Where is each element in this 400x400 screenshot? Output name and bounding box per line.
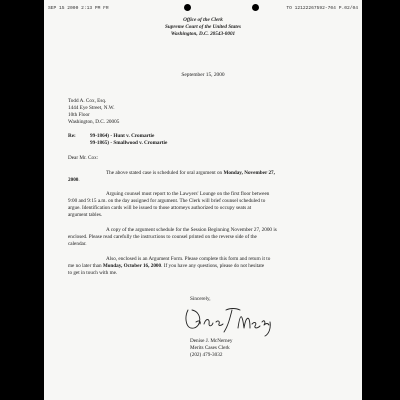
addressee-floor: 10th Floor bbox=[68, 112, 90, 118]
salutation: Dear Mr. Cox: bbox=[68, 155, 99, 161]
p4-line-3: to get in touch with me. bbox=[68, 270, 118, 276]
p1-text: The above stated case is scheduled for oral argument on bbox=[106, 170, 224, 176]
paragraph-4 bbox=[68, 256, 336, 277]
p1-bold-date: Monday, November 27, bbox=[223, 170, 275, 176]
letterhead bbox=[44, 17, 362, 38]
fax-header bbox=[48, 6, 358, 11]
p1-end: . bbox=[78, 177, 80, 183]
signer-name: Denise J. McNerney bbox=[190, 338, 233, 344]
p2-line-1: Arguing counsel must report to the Lawyers' Lounge on the first floor between bbox=[106, 191, 270, 197]
letterhead-office: Office of the Clerk bbox=[183, 17, 223, 23]
re-block bbox=[68, 133, 167, 147]
paragraph-2 bbox=[68, 191, 336, 219]
p1-bold-year: 2000 bbox=[68, 177, 79, 183]
handwritten-signature bbox=[182, 304, 282, 338]
signer-phone: (202) 479-3032 bbox=[190, 352, 223, 358]
fax-header-left: SEP 15 2000 2:13 PM FR bbox=[48, 6, 109, 11]
paragraph-1 bbox=[68, 170, 336, 184]
p4-bold-date: Monday, October 16, 2000 bbox=[102, 263, 162, 269]
p2-line-4: argument tables. bbox=[68, 212, 103, 218]
signer-title: Merits Cases Clerk bbox=[190, 345, 230, 351]
p2-line-2: 9:00 and 9:15 a.m. on the day assigned for argument. The Clerk will brief counsel scheduled to bbox=[68, 198, 266, 204]
addressee-city: Washington, D.C. 20005 bbox=[68, 119, 120, 125]
closing: Sincerely, bbox=[190, 296, 211, 302]
document-page bbox=[44, 0, 362, 400]
p2-line-3: argue. Identification cards will be issued to those attorneys authorized to occupy seats at bbox=[68, 205, 252, 211]
addressee-name: Todd A. Cox, Esq. bbox=[68, 98, 107, 104]
letterhead-court: Supreme Court of the United States bbox=[165, 24, 241, 30]
paragraph-3 bbox=[68, 227, 336, 248]
letter-date: September 15, 2000 bbox=[181, 72, 225, 78]
signature-block bbox=[190, 338, 233, 359]
p4-line-2-end: . If you have any questions, please do not hesitate bbox=[161, 263, 265, 269]
re-case-1: 99-1864) - Hunt v. Cromartie bbox=[90, 133, 155, 139]
re-case-2: 99-1865) - Smallwood v. Cromartie bbox=[90, 140, 168, 146]
p4-line-2-start: me no later than bbox=[68, 263, 103, 269]
p3-line-3: calendar. bbox=[68, 241, 87, 247]
re-label: Re: bbox=[68, 133, 76, 139]
p3-line-2: enclosed. Please read carefully the instructions to counsel printed on the reverse side of the bbox=[68, 234, 257, 240]
letterhead-address: Washington, D.C. 20543-0001 bbox=[170, 31, 236, 37]
addressee-street: 1444 Eye Street, N.W. bbox=[68, 105, 115, 111]
p4-line-1: Also, enclosed is an Argument Form. Please complete this form and return it to bbox=[106, 256, 271, 262]
addressee-block bbox=[68, 98, 119, 126]
fax-header-right: TO 12122267592-704 P.02/04 bbox=[286, 6, 358, 11]
p3-line-1: A copy of the argument schedule for the Session Beginning November 27, 2000 is bbox=[106, 227, 277, 233]
